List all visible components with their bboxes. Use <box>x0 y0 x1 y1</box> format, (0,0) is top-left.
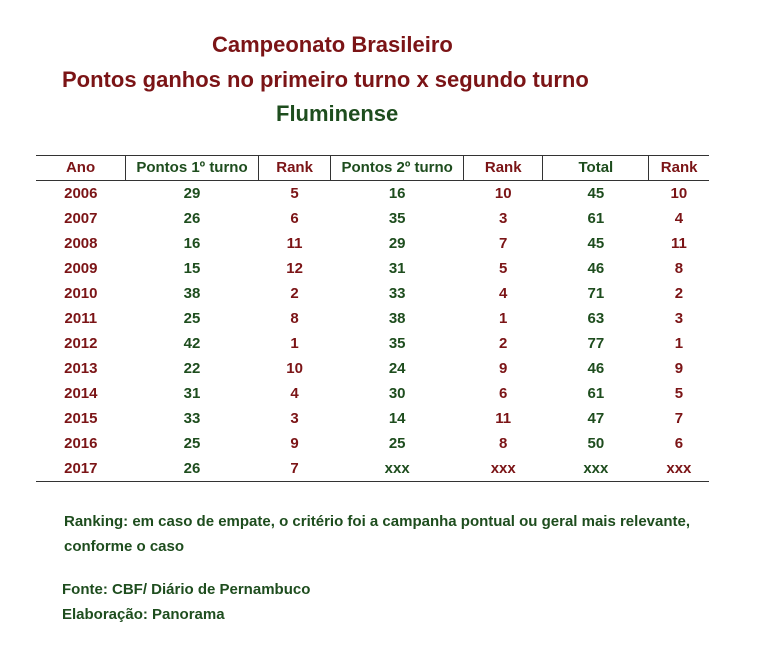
cell-pontos-2-turno: 35 <box>388 210 406 227</box>
cell-rank-2-turno: 11 <box>495 410 512 427</box>
cell-pontos-2-turno: 25 <box>388 435 406 452</box>
cell-rank-1-turno: 10 <box>286 360 303 377</box>
table-row <box>36 331 709 356</box>
table-row <box>36 281 709 306</box>
cell-pontos-2-turno: 33 <box>388 285 406 302</box>
cell-ano: 2015 <box>64 410 98 427</box>
cell-rank-total: 3 <box>674 310 684 327</box>
cell-rank-1-turno: 6 <box>290 210 299 227</box>
cell-ano: 2016 <box>64 435 98 452</box>
table-body <box>36 181 709 482</box>
cell-rank-1-turno: 5 <box>290 185 299 202</box>
table-row <box>36 431 709 456</box>
page-title: Campeonato Brasileiro <box>212 32 453 57</box>
cell-pontos-1-turno: 22 <box>183 360 201 377</box>
cell-total: 77 <box>587 335 605 352</box>
header-pontos-2-turno: Pontos 2º turno <box>331 156 464 181</box>
ranking-note: Ranking: em caso de empate, o critério foi a campanha pontual ou geral mais relevante, conforme o caso <box>64 513 691 555</box>
cell-rank-total: 2 <box>674 285 684 302</box>
cell-rank-1-turno: 7 <box>290 460 299 477</box>
cell-rank-total: 11 <box>670 235 687 252</box>
cell-total: 61 <box>587 210 605 227</box>
table-row <box>36 456 709 482</box>
cell-rank-2-turno: 7 <box>499 235 508 252</box>
cell-pontos-1-turno: 25 <box>183 310 201 327</box>
cell-ano: 2007 <box>64 210 98 227</box>
cell-rank-2-turno: 3 <box>499 210 508 227</box>
cell-pontos-1-turno: 33 <box>183 410 201 427</box>
source-credit: Fonte: CBF/ Diário de Pernambuco <box>62 581 311 598</box>
cell-pontos-1-turno: 38 <box>183 285 201 302</box>
points-table <box>36 155 709 482</box>
cell-pontos-2-turno: 31 <box>388 260 406 277</box>
cell-rank-2-turno: 4 <box>499 285 508 302</box>
cell-rank-total: 7 <box>674 410 684 427</box>
page-subtitle: Pontos ganhos no primeiro turno x segundo turno <box>62 67 589 92</box>
cell-rank-2-turno: 9 <box>499 360 508 377</box>
cell-pontos-1-turno: 42 <box>183 335 201 352</box>
cell-pontos-2-turno: 38 <box>388 310 406 327</box>
header-rank-2-turno: Rank <box>464 156 543 181</box>
cell-rank-2-turno: xxx <box>490 460 516 477</box>
cell-rank-2-turno: 5 <box>499 260 508 277</box>
cell-pontos-2-turno: 14 <box>388 410 406 427</box>
cell-rank-2-turno: 8 <box>499 435 508 452</box>
cell-rank-1-turno: 9 <box>290 435 299 452</box>
cell-ano: 2008 <box>64 235 98 252</box>
cell-total: 47 <box>587 410 605 427</box>
cell-pontos-2-turno: 24 <box>388 360 406 377</box>
table-row <box>36 406 709 431</box>
table-row <box>36 181 709 207</box>
cell-ano: 2006 <box>64 185 98 202</box>
cell-rank-1-turno: 2 <box>290 285 299 302</box>
header-pontos-1-turno: Pontos 1º turno <box>126 156 259 181</box>
cell-rank-total: 8 <box>674 260 684 277</box>
cell-total: 46 <box>587 260 605 277</box>
cell-rank-2-turno: 6 <box>499 385 508 402</box>
table-row <box>36 256 709 281</box>
cell-ano: 2012 <box>64 335 98 352</box>
header-ano: Ano <box>65 159 96 176</box>
cell-rank-total: xxx <box>666 460 692 477</box>
cell-total: xxx <box>583 460 609 477</box>
cell-rank-total: 9 <box>674 360 684 377</box>
cell-ano: 2017 <box>64 460 98 477</box>
cell-rank-1-turno: 1 <box>290 335 299 352</box>
table-header-row <box>36 156 709 181</box>
cell-rank-1-turno: 12 <box>286 260 303 277</box>
header-total: Total <box>543 156 649 181</box>
cell-total: 61 <box>587 385 605 402</box>
cell-ano: 2009 <box>64 260 98 277</box>
cell-pontos-1-turno: 16 <box>183 235 201 252</box>
cell-total: 45 <box>587 235 605 252</box>
cell-rank-total: 6 <box>674 435 684 452</box>
cell-total: 71 <box>587 285 605 302</box>
cell-rank-2-turno: 1 <box>499 310 508 327</box>
table-row <box>36 356 709 381</box>
cell-rank-total: 1 <box>674 335 684 352</box>
cell-pontos-1-turno: 15 <box>183 260 201 277</box>
table-row <box>36 231 709 256</box>
table-row <box>36 206 709 231</box>
cell-pontos-2-turno: 35 <box>388 335 406 352</box>
team-name: Fluminense <box>276 101 399 126</box>
table-row <box>36 306 709 331</box>
cell-rank-total: 10 <box>670 185 688 202</box>
cell-rank-1-turno: 8 <box>290 310 299 327</box>
cell-pontos-1-turno: 25 <box>183 435 201 452</box>
cell-pontos-1-turno: 31 <box>183 385 201 402</box>
cell-total: 63 <box>587 310 605 327</box>
table-row <box>36 381 709 406</box>
author-credit: Elaboração: Panorama <box>62 606 225 623</box>
cell-pontos-1-turno: 26 <box>183 210 201 227</box>
cell-rank-1-turno: 11 <box>286 235 303 252</box>
cell-pontos-1-turno: 26 <box>183 460 201 477</box>
cell-pontos-2-turno: 16 <box>388 185 406 202</box>
cell-pontos-1-turno: 29 <box>183 185 201 202</box>
cell-total: 50 <box>587 435 605 452</box>
cell-pontos-2-turno: 29 <box>388 235 406 252</box>
cell-ano: 2014 <box>64 385 98 402</box>
cell-ano: 2011 <box>64 310 98 327</box>
header-rank-1-turno: Rank <box>258 156 330 181</box>
cell-total: 46 <box>587 360 605 377</box>
cell-total: 45 <box>587 185 605 202</box>
cell-rank-2-turno: 10 <box>494 185 512 202</box>
cell-rank-1-turno: 4 <box>290 385 299 402</box>
header-rank-total: Rank <box>649 156 709 181</box>
cell-pontos-2-turno: 30 <box>388 385 406 402</box>
cell-ano: 2010 <box>64 285 98 302</box>
cell-rank-1-turno: 3 <box>290 410 299 427</box>
cell-rank-total: 5 <box>674 385 684 402</box>
cell-rank-2-turno: 2 <box>499 335 508 352</box>
cell-pontos-2-turno: xxx <box>384 460 410 477</box>
cell-rank-total: 4 <box>674 210 684 227</box>
cell-ano: 2013 <box>64 360 98 377</box>
